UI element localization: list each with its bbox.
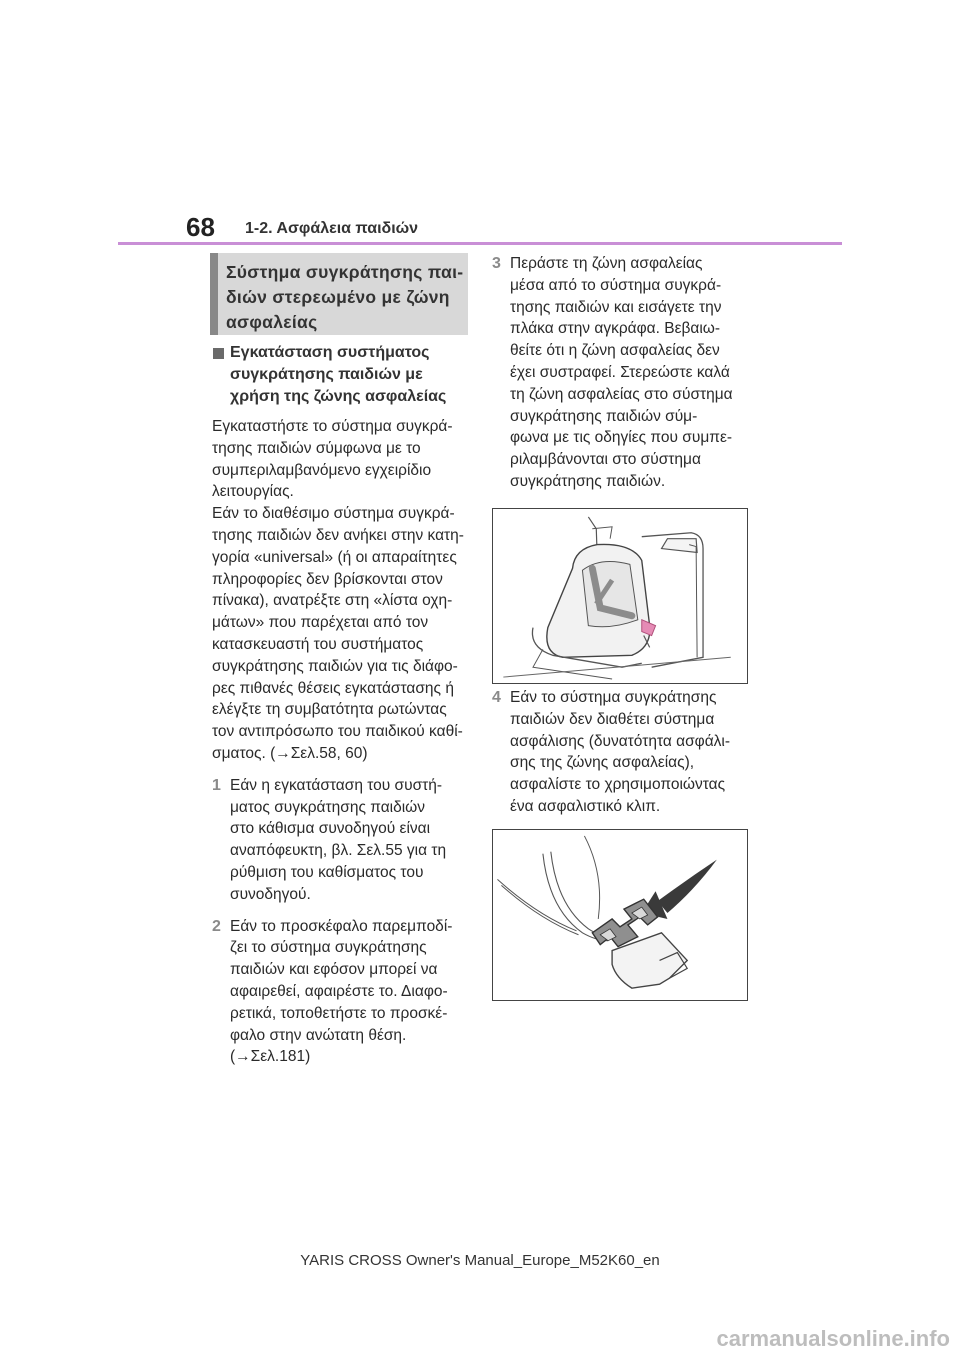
square-bullet-icon — [213, 348, 224, 359]
text-line: συνοδηγού. — [230, 885, 311, 903]
step-1 — [212, 775, 474, 906]
step-number: 4 — [492, 689, 501, 706]
text-line: ματος συγκράτησης παιδιών — [230, 798, 426, 816]
text-line: ριλαμβάνονται στο σύστημα — [510, 451, 701, 469]
child-seat-illustration — [492, 508, 748, 684]
topic-title-line: ασφαλείας — [226, 312, 318, 332]
text-line: κατασκευαστή του συστήματος — [212, 635, 424, 653]
text-line: ζει το σύστημα συγκράτησης — [230, 939, 427, 957]
text-line: τησης παιδιών δεν ανήκει στην κατη- — [212, 526, 464, 544]
text-line: σματος. (→Σελ.58, 60) — [212, 744, 368, 762]
text-line: Εγκαταστήστε το σύστημα συγκρά- — [212, 418, 453, 435]
step-4-block — [492, 687, 754, 818]
text-line: ασφάλισης (δυνατότητα ασφάλι- — [510, 732, 731, 750]
text-line: ελέγξτε τη συμβατότητα ρωτώντας — [212, 701, 447, 719]
right-column — [492, 253, 754, 493]
text-line: φωνα με τις οδηγίες που συμπε- — [510, 429, 733, 447]
text-line: παιδιών και εφόσον μπορεί να — [230, 961, 438, 979]
text-line: μέσα από το σύστημα συγκρά- — [510, 276, 722, 294]
text-line: γορία «universal» (ή οι απαραίτητες — [212, 548, 457, 566]
text-line: σης της ζώνης ασφαλείας), — [510, 754, 695, 772]
topic-title-line: διών στερεωμένο με ζώνη — [226, 287, 450, 307]
text-line: Εάν η εγκατάσταση του συστή- — [230, 776, 443, 794]
text-line: Εάν το σύστημα συγκράτησης — [510, 689, 717, 706]
text-line: τη ζώνη ασφαλείας στο σύστημα — [510, 385, 733, 403]
page-number: 68 — [186, 212, 215, 242]
watermark: carmanualsonline.info — [716, 1326, 950, 1351]
subheading-line: συγκράτησης παιδιών με — [230, 366, 423, 383]
step-number: 2 — [212, 917, 221, 935]
text-line: μάτων» που παρέχεται από τον — [212, 614, 429, 632]
step-4 — [492, 687, 754, 818]
text-line: ασφαλίστε το χρησιμοποιώντας — [510, 776, 726, 794]
text-line: πίνακα), ανατρέξτε στη «λίστα οχη- — [212, 592, 453, 610]
text-line: συγκράτησης παιδιών. — [510, 472, 666, 490]
text-line: τησης παιδιών σύμφωνα με το — [212, 439, 421, 457]
text-line: τον αντιπρόσωπο του παιδικού καθί- — [212, 723, 463, 741]
topic-title-box — [210, 253, 468, 335]
text-line: συγκράτησης παιδιών για τις διάφο- — [212, 657, 458, 675]
locking-clip-illustration — [492, 829, 748, 1001]
intro-paragraph — [212, 416, 474, 765]
text-line: λειτουργίας. — [212, 483, 294, 501]
text-line: έχει συστραφεί. Στερεώστε καλά — [510, 363, 730, 381]
text-line: συμπεριλαμβανόμενο εγχειρίδιο — [212, 461, 432, 479]
text-line: παιδιών δεν διαθέτει σύστημα — [510, 710, 715, 728]
step-number: 3 — [492, 255, 501, 272]
step-2 — [212, 916, 474, 1069]
text-line: πληροφορίες δεν βρίσκονται στον — [212, 570, 443, 588]
child-seat-drawing — [493, 509, 747, 683]
subheading-line: χρήση της ζώνης ασφαλείας — [230, 388, 447, 405]
text-line: ρες πιθανές θέσεις εγκατάστασης ή — [212, 679, 454, 697]
step-number: 1 — [212, 776, 221, 794]
text-line: Περάστε τη ζώνη ασφαλείας — [510, 255, 703, 272]
text-line: ρύθμιση του καθίσματος του — [230, 863, 424, 881]
text-line: (→Σελ.181) — [230, 1048, 311, 1066]
subheading-line: Εγκατάσταση συστήματος — [230, 344, 430, 361]
text-line: φαλο στην ανώτατη θέση. — [230, 1026, 407, 1044]
text-line: Εάν το διαθέσιμο σύστημα συγκρά- — [212, 505, 455, 523]
text-line: ένα ασφαλιστικό κλιπ. — [510, 797, 661, 815]
locking-clip-drawing — [493, 830, 747, 1000]
text-line: ρετικά, τοποθετήστε το προσκέ- — [230, 1004, 448, 1022]
subheading — [212, 342, 474, 408]
section-title: 1-2. Ασφάλεια παιδιών — [245, 220, 419, 237]
header-divider — [118, 242, 842, 245]
topic-title-line: Σύστημα συγκράτησης παι- — [226, 262, 464, 282]
step-3 — [492, 253, 754, 493]
left-column — [212, 342, 474, 1068]
text-line: αναπόφευκτη, βλ. Σελ.55 για τη — [230, 842, 447, 860]
text-line: Εάν το προσκέφαλο παρεμποδί- — [230, 917, 453, 935]
text-line: αφαιρεθεί, αφαιρέστε το. Διαφο- — [230, 982, 448, 1000]
text-line: τησης παιδιών και εισάγετε την — [510, 298, 722, 316]
text-line: πλάκα στην αγκράφα. Βεβαιω- — [510, 320, 721, 338]
text-line: θείτε ότι η ζώνη ασφαλείας δεν — [510, 342, 720, 360]
text-line: στο κάθισμα συνοδηγού είναι — [230, 820, 431, 838]
footer-manual-id: YARIS CROSS Owner's Manual_Europe_M52K60_en — [300, 1252, 660, 1269]
text-line: συγκράτησης παιδιών σύμ- — [510, 407, 698, 425]
